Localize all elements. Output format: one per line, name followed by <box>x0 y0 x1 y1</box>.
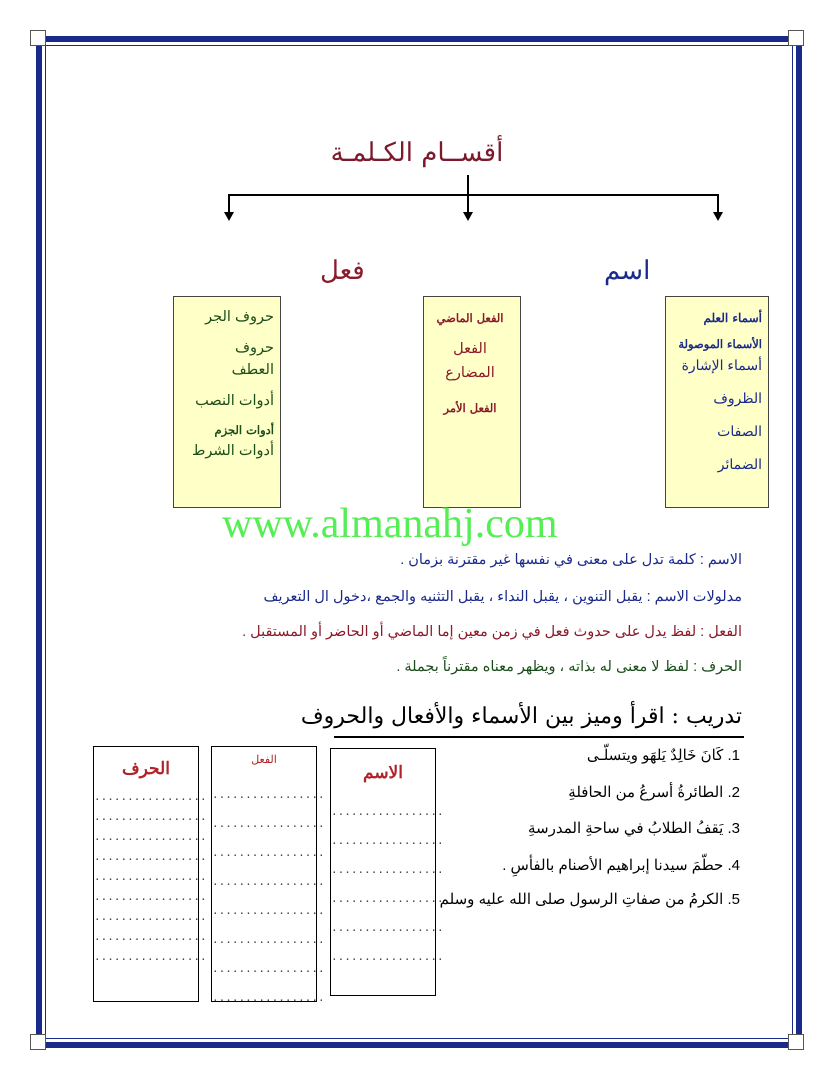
page-title: أقســام الكـلمـة <box>330 138 504 168</box>
harf-item: أدوات الشرط <box>192 443 274 459</box>
tree-leg-left <box>228 194 230 214</box>
watermark: www.almanahj.com <box>222 501 558 547</box>
corner-ornament-top-left <box>30 30 46 46</box>
drill-title: تدريب : اقرأ وميز بين الأسماء والأفعال والحروف <box>300 704 742 729</box>
answer-line[interactable]: ................. <box>212 846 325 859</box>
harf-item: أدوات الجزم <box>214 423 274 437</box>
arrow-down-icon <box>713 212 723 221</box>
answer-line[interactable]: ................. <box>331 921 444 934</box>
tree-leg-right <box>717 194 719 214</box>
fil-item: الفعل الماضي <box>436 311 504 325</box>
answer-line[interactable]: ................. <box>94 870 207 883</box>
harf-types-box <box>173 296 281 508</box>
answer-lines[interactable] <box>331 797 444 971</box>
ism-item: أسماء الإشارة <box>681 357 762 373</box>
corner-ornament-top-right <box>788 30 804 46</box>
harf-item: حروف الجر <box>205 309 274 325</box>
ism-item: الظروف <box>713 390 762 406</box>
answer-line[interactable]: ................. <box>331 950 444 963</box>
fil-types-box <box>423 296 521 508</box>
ism-item: الأسماء الموصولة <box>678 337 762 351</box>
answer-line[interactable]: ................. <box>331 892 444 905</box>
drill-sentence: 5. الكرمُ من صفاتِ الرسول صلى الله عليه وسلم <box>439 891 740 908</box>
answer-line[interactable]: ................. <box>94 810 207 823</box>
answer-line[interactable]: ................. <box>212 788 325 801</box>
answer-line[interactable]: ................. <box>212 817 325 830</box>
definition-ism-signs: مدلولات الاسم : يقبل التنوين ، يقبل النداء ، يقبل التثنيه والجمع ،دخول ال التعريف <box>263 589 742 605</box>
answer-line[interactable]: ................. <box>331 834 444 847</box>
drill-sentence: 2. الطائرةُ أسرعُ من الحافلةِ <box>568 784 740 801</box>
harf-item: حروف العطف <box>231 340 274 378</box>
tree-stem <box>467 175 469 195</box>
answer-line[interactable]: ................. <box>212 962 325 975</box>
answer-line[interactable]: ................. <box>94 910 207 923</box>
answer-line[interactable]: ................. <box>94 830 207 843</box>
definition-ism: الاسم : كلمة تدل على معنى في نفسها غير مقترنة بزمان . <box>400 552 742 568</box>
tree-leg-center <box>467 194 469 214</box>
drill-sentence: 1. كَانَ خَالِدٌ يَلهَو ويتسلّـى <box>586 747 740 764</box>
answer-line[interactable]: ................. <box>94 890 207 903</box>
arrow-down-icon <box>224 212 234 221</box>
column-heading-harf: الحرف <box>122 759 170 779</box>
answer-lines[interactable] <box>212 780 325 1012</box>
ism-types-box <box>665 296 769 508</box>
definition-fil: الفعل : لفظ يدل على حدوث فعل في زمن معين إما الماضي أو الحاضر أو المستقبل . <box>242 624 742 640</box>
answer-line[interactable]: ................. <box>94 930 207 943</box>
fil-item: الفعل المضارع <box>445 341 495 381</box>
fil-item: الفعل الأمر <box>443 401 497 415</box>
answer-line[interactable]: ................. <box>212 991 325 1004</box>
column-heading-ism: الاسم <box>363 763 403 783</box>
harf-item: أدوات النصب <box>195 393 274 409</box>
answer-column-harf <box>93 746 207 1002</box>
drill-sentence: 4. حطّمَ سيدنا إبراهيم الأصنام بالفأسِ . <box>502 857 740 874</box>
corner-ornament-bottom-right <box>788 1034 804 1050</box>
answer-line[interactable]: ................. <box>331 805 444 818</box>
answer-line[interactable]: ................. <box>94 850 207 863</box>
answer-line[interactable]: ................. <box>212 904 325 917</box>
corner-ornament-bottom-left <box>30 1034 46 1050</box>
category-fil: فعل <box>320 256 365 286</box>
column-heading-fil: الفعل <box>251 754 277 766</box>
ism-item: أسماء العلم <box>703 311 762 325</box>
answer-line[interactable]: ................. <box>94 950 207 963</box>
ism-item: الضمائر <box>717 456 762 472</box>
arrow-down-icon <box>463 212 473 221</box>
answer-line[interactable]: ................. <box>212 933 325 946</box>
tree-branch <box>228 194 719 196</box>
category-ism: اسم <box>604 256 651 286</box>
answer-column-fil <box>211 746 325 1004</box>
answer-lines[interactable] <box>94 787 207 967</box>
drill-sentence: 3. يَقفُ الطلابُ في ساحةِ المدرسةِ <box>527 820 740 837</box>
answer-line[interactable]: ................. <box>331 863 444 876</box>
answer-line[interactable]: ................. <box>212 875 325 888</box>
drill-title-underline <box>334 736 744 738</box>
definition-harf: الحرف : لفظ لا معنى له بذاته ، ويظهر معناه مقترناً بجملة . <box>396 659 742 675</box>
answer-line[interactable]: ................. <box>94 790 207 803</box>
answer-column-ism <box>330 748 444 996</box>
ism-item: الصفات <box>717 423 762 439</box>
